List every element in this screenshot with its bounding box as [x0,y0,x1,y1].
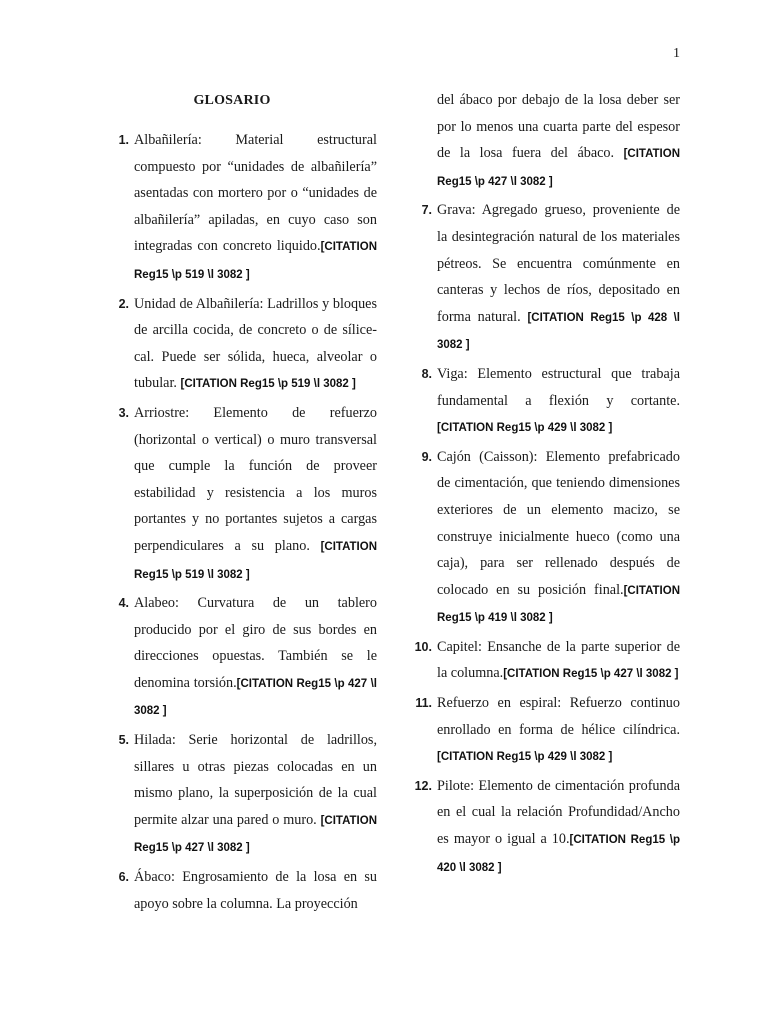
item-number: 3. [118,405,129,420]
item-number: 4. [118,596,129,611]
citation: [CITATION Reg15 \p 419 \l 3082 ] [437,584,680,625]
item-text: Refuerzo en espiral: Refuerzo continuo enrollado en forma de hélice cilíndrica. [437,695,680,738]
glossary-list-left [118,127,377,918]
item-text: Grava: Agregado grueso, proveniente de la desintegración natural de los materiales pétreos. Se encuentra comúnmente en canteras y lechos de ríos, depositado en forma natural. [437,202,680,325]
page-number: 1 [673,46,680,61]
item-text: Cajón (Caisson): Elemento prefabricado de cimentación, que teniendo dimensiones exteriores de un elemento macizo, se construye inicialmente hueco (como una caja), para ser rellenado después de colocado en su posición final. [437,448,680,598]
item-number: 9. [421,449,432,464]
list-item [421,361,680,442]
list-item [118,291,377,398]
list-item-continuation [437,87,680,195]
citation: [CITATION Reg15 \p 427 \l 3082 ] [134,677,377,718]
item-number: 10. [414,639,432,654]
item-number: 7. [421,203,432,218]
item-text: Unidad de Albañilería: Ladrillos y bloques de arcilla cocida, de concreto o de sílice-cal. Puede ser sólida, hueca, alveolar o tubular. [134,295,377,392]
citation: [CITATION Reg15 \p 429 \l 3082 ] [437,751,613,764]
citation: [CITATION Reg15 \p 427 \l 3082 ] [437,148,680,188]
item-text: del ábaco por debajo de la losa deber ser por lo menos una cuarta parte del espesor de la losa fuera del ábaco. [437,92,680,162]
citation: [CITATION Reg15 \p 519 \l 3082 ] [134,241,377,281]
item-number: 6. [118,870,129,885]
list-item [414,773,680,881]
citation: [CITATION Reg15 \p 519 \l 3082 ] [180,378,356,391]
list-item [421,197,680,359]
item-number: 2. [118,296,129,311]
list-item [414,634,680,688]
item-number: 1. [118,133,129,147]
item-text: Albañilería: Material estructural compuesto por “unidades de albañilería” asentadas con mortero por o “unidades de albañilería” apiladas, en cuyo caso son integradas con concreto liquido. [134,132,377,255]
citation: [CITATION Reg15 \p 429 \l 3082 ] [437,422,613,435]
list-item [415,690,680,771]
page-title: GLOSARIO [193,93,271,108]
right-column [414,87,680,883]
item-text: Viga: Elemento estructural que trabaja fundamental a flexión y cortante. [437,365,680,409]
item-text: Alabeo: Curvatura de un tablero producido por el giro de sus bordes en direcciones opuestas. También se le denomina torsión. [134,595,377,691]
list-item [118,590,377,725]
list-item [421,444,680,632]
citation: [CITATION Reg15 \p 519 \l 3082 ] [134,540,377,581]
left-column [118,127,377,920]
list-item [118,400,377,588]
citation: [CITATION Reg15 \p 428 \l 3082 ] [437,311,680,352]
item-number: 11. [415,696,432,711]
citation: [CITATION Reg15 \p 427 \l 3082 ] [134,814,377,855]
citation: [CITATION Reg15 \p 427 \l 3082 ] [503,668,679,681]
item-text: Ábaco: Engrosamiento de la losa en su apoyo sobre la columna. La proyección [134,869,377,912]
list-item [118,127,377,289]
item-text: Arriostre: Elemento de refuerzo (horizontal o vertical) o muro transversal que cumple la función de proveer estabilidad y resistencia a los muros portantes y no portantes sujetos a cargas perpendiculares a su plano. [134,404,377,554]
citation: [CITATION Reg15 \p 420 \l 3082 ] [437,834,680,874]
list-item [118,864,377,918]
item-text: Pilote: Elemento de cimentación profunda en el cual la relación Profundidad/Ancho es mayor o igual a 10. [437,777,680,848]
item-text: Capitel: Ensanche de la parte superior de la columna. [437,638,680,682]
item-text: Hilada: Serie horizontal de ladrillos, sillares u otras piezas colocadas en un mismo plano, la superposición de la cual permite alzar una pared o muro. [134,732,377,828]
list-item [118,727,377,862]
item-number: 12. [414,778,432,793]
glossary-list-right [414,197,680,881]
item-number: 8. [421,366,432,381]
item-number: 5. [118,733,129,748]
